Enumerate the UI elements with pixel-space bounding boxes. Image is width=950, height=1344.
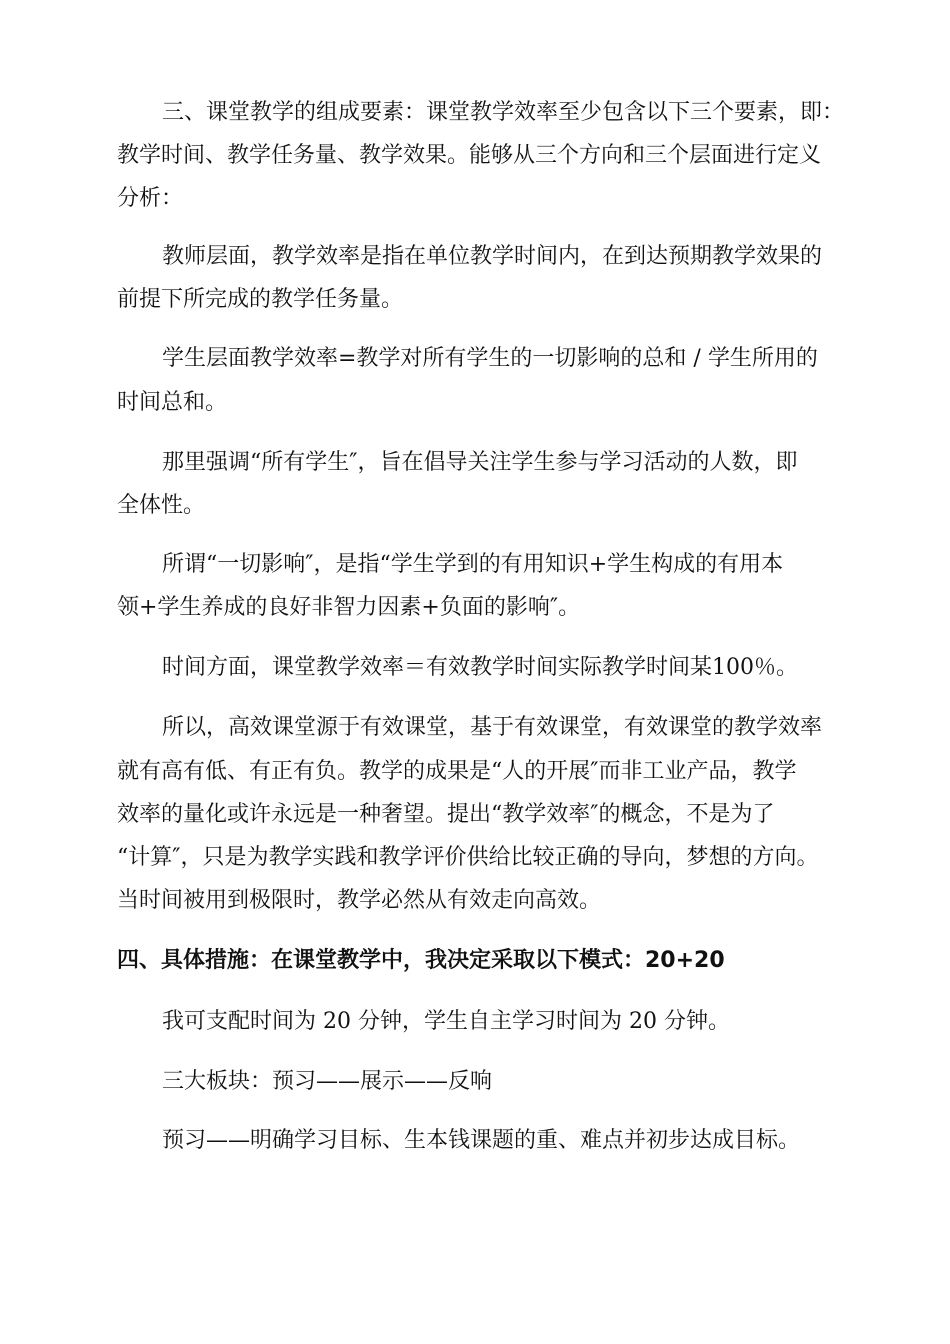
paragraph-line: 所以，高效课堂源于有效课堂，基于有效课堂，有效课堂的教学效率 — [162, 715, 823, 740]
paragraph-line: 当时间被用到极限时，教学必然从有效走向高效。 — [117, 888, 602, 913]
paragraph-line: 所谓“一切影响″，是指“学生学到的有用知识+学生构成的有用本 — [162, 552, 784, 577]
paragraph-line: 学生层面教学效率=教学对所有学生的一切影响的总和 / 学生所用的 — [162, 346, 818, 371]
paragraph-line: 就有高有低、有正有负。教学的成果是“人的开展″而非工业产品，教学 — [117, 759, 797, 784]
paragraph-line: 时间总和。 — [117, 390, 228, 415]
paragraph-line: 我可支配时间为 20 分钟，学生自主学习时间为 20 分钟。 — [162, 1009, 730, 1034]
paragraph-line: 效率的量化或许永远是一种奢望。提出“教学效率″的概念，不是为了 — [117, 802, 775, 827]
section-heading: 四、具体措施：在课堂教学中，我决定采取以下模式：20+20 — [117, 948, 725, 973]
paragraph-line: 分析： — [117, 186, 184, 211]
paragraph-line: 时间方面，课堂教学效率＝有效教学时间实际教学时间某100％。 — [162, 655, 798, 680]
paragraph-line: 教师层面，教学效率是指在单位教学时间内，在到达预期教学效果的 — [162, 244, 823, 269]
paragraph-line: 三大板块：预习——展示——反响 — [162, 1069, 493, 1094]
paragraph-line: 预习——明确学习目标、生本钱课题的重、难点并初步达成目标。 — [162, 1128, 801, 1153]
paragraph-line: 领+学生养成的良好非智力因素+负面的影响″。 — [117, 595, 581, 620]
paragraph-line: “计算″，只是为教学实践和教学评价供给比较正确的导向，梦想的方向。 — [117, 845, 819, 870]
paragraph-line: 那里强调“所有学生″，旨在倡导关注学生参与学习活动的人数，即 — [162, 450, 798, 475]
paragraph-line: 教学时间、教学任务量、教学效果。能够从三个方向和三个层面进行定义 — [117, 143, 822, 168]
paragraph-line: 前提下所完成的教学任务量。 — [117, 287, 404, 312]
paragraph-line: 三、课堂教学的组成要素：课堂教学效率至少包含以下三个要素，即： — [162, 100, 845, 125]
paragraph-line: 全体性。 — [117, 493, 206, 518]
